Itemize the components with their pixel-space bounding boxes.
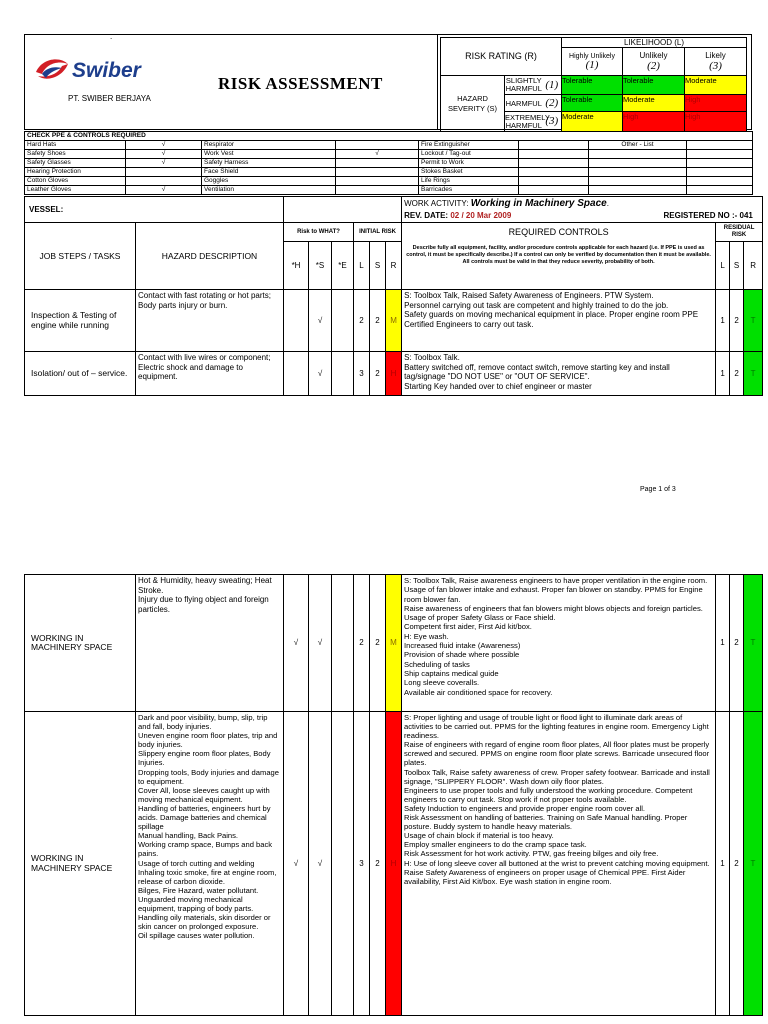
residual-r: T [744,352,763,396]
ppe-check [519,159,589,168]
job-step: WORKING IN MACHINERY SPACE [25,575,136,712]
ppe-row [25,141,753,150]
risk-h [284,352,309,396]
hazard-desc: Contact with live wires or component; Electric shock and damage to equipment. [136,352,284,396]
ppe-check [687,150,753,159]
ppe-item: Face Shield [202,168,336,177]
vessel-label [25,197,284,223]
registered-no: REGISTERED NO :- 041 [663,210,753,220]
ppe-item: Safety Glasses [25,159,126,168]
severity-row-num: (3) [543,112,562,132]
risk-s: √ [309,712,332,1016]
hazard-desc: Hot & Humidity, heavy sweating; Heat Stroke. Injury due to flying object and foreign particles. [136,575,284,712]
col-s: *S [309,242,332,290]
col-initial-risk: INITIAL RISK [354,223,402,242]
likelihood-num: (3) [709,60,722,72]
page-number: Page 1 of 3 [640,486,676,493]
residual-r: T [744,575,763,712]
ppe-item: Safety Shoes [25,150,126,159]
residual-l: 1 [716,575,730,712]
severity-row-label: HARMFUL [505,95,543,112]
col-job: JOB STEPS / TASKS [25,223,136,290]
matrix-cell: Moderate [685,76,747,95]
risk-s: √ [309,352,332,396]
required-controls: S: Toolbox Talk. Battery switched off, remove contact switch, remove starting key and install tag/signage "DO NOT USE" or "OUT OF SERVICE". Starting Key handed over to chief engineer or master [402,352,716,396]
severity-row-num: (1) [543,76,562,95]
residual-l: 1 [716,352,730,396]
initial-s: 2 [370,712,386,1016]
col-l: L [354,242,370,290]
initial-s: 2 [370,575,386,712]
residual-l: 1 [716,290,730,352]
ppe-check [336,141,419,150]
ppe-check [687,168,753,177]
risk-e [332,575,354,712]
risk-rating-title: RISK RATING (R) [441,38,562,76]
ppe-check [126,168,202,177]
col-e: *E [332,242,354,290]
ppe-item: Ventilation [202,186,336,195]
job-step: WORKING IN MACHINERY SPACE [25,712,136,1016]
job-step: Isolation/ out of – service. [25,352,136,396]
risk-h: √ [284,575,309,712]
ppe-item [589,177,687,186]
likelihood-num: (1) [585,58,599,71]
col-r: R [386,242,402,290]
required-controls: S: Proper lighting and usage of trouble light or flood light to illuminate dark areas of activities to be carried out. PPMS for the lighting features in engine room. Emergency Light readiness. Raise of engineers with regard of engine room floor plates, All floor plates must be properly screwed and secured. PPMS on engine room floor plate screws. Barricade unsecured floor plates. Toolbox Talk, Raise safety awareness of crew. Proper safety footwear. Barricade and install signage, "SLIPPERY FLOOR". Wash down oily floor plates. Engineers to use proper tools and fully understood the working procedure. Competent engineers to carry out task. Stop work if not proper tools available. Safety Induction to engineers and provide proper engine room cover all. Risk Assessment on handling of batteries. Training on Safe Manual handling. Proper posture. Buddy system to handle heavy materials. Usage of chain block if material is too heavy. Employ smaller engineers to do the cramp space task. Risk Assessment for hot work activity. PTW, gas freeing bilges and oily free. H: Use of long sleeve cover all buttoned at the wrist to prevent catching moving equipment. Raise Safety Awareness of engineers on proper usage of Chemical PPE. First Aider availability, First Aid Kit/box. Eye wash station in engine room. [402,712,716,1016]
ppe-item: Fire Extinguisher [419,141,519,150]
table-row [25,575,763,712]
initial-r: M [386,290,402,352]
ppe-check [336,168,419,177]
ppe-check [519,168,589,177]
ppe-check: √ [126,186,202,195]
risk-h: √ [284,712,309,1016]
ppe-row [25,159,753,168]
matrix-cell: High [685,95,747,112]
likelihood-col-3 [685,48,747,76]
likelihood-label: Likely [705,51,726,60]
matrix-cell: High [623,112,685,132]
col-residual-r: R [744,242,763,290]
hazard-desc: Contact with fast rotating or hot parts; Body parts injury or burn. [136,290,284,352]
residual-s: 2 [730,352,744,396]
company-name: PT. SWIBER BERJAYA [68,94,151,103]
initial-r: H [386,712,402,1016]
matrix-cell: Moderate [623,95,685,112]
controls-title: REQUIRED CONTROLS [508,227,609,237]
ppe-check: √ [336,150,419,159]
initial-l: 3 [354,712,370,1016]
ppe-item: Lockout / Tag-out [419,150,519,159]
ppe-check [519,150,589,159]
hazard-desc: Dark and poor visibility, bump, slip, trip and fall, body injuries. Uneven engine room floor plates, trip and body injuries. Slippery engine room floor plates, Body Injuries. Dropping tools, Body injuries and damage to equipment. Cover All, loose sleeves caught up with moving mechanical equipment. Handling of batteries, engineers hurt by acids. Damage batteries and chemical spillage Manual handling, Back Pains. Working cramp space, Bumps and back pains. Usage of torch cutting and welding Inhaling toxic smoke, fire at engine room, release of carbon dioxide. Bilges, Fire Hazard, water pollutant. Unguarded moving mechanical equipment, trapping of body parts. Handling oily materials, skin disorder or skin cancer on prolonged exposure. Oil spillage causes water pollution. [136,712,284,1016]
ppe-check [336,159,419,168]
matrix-cell: Tolerable [562,95,623,112]
residual-s: 2 [730,712,744,1016]
ppe-check [519,186,589,195]
matrix-cell: Tolerable [562,76,623,95]
header-divider [437,34,438,130]
page-title: RISK ASSESSMENT [218,74,383,93]
ppe-item: Leather Gloves [25,186,126,195]
ppe-check [336,186,419,195]
job-step: Inspection & Testing of engine while running [25,290,136,352]
ppe-title: CHECK PPE & CONTROLS REQUIRED [25,132,753,141]
likelihood-num: (2) [647,60,660,72]
table-row [25,290,763,352]
col-controls [402,223,716,290]
ppe-item: Goggles [202,177,336,186]
ppe-item: Hearing Protection [25,168,126,177]
initial-r: H [386,352,402,396]
risk-matrix [440,37,746,130]
ppe-row [25,177,753,186]
table-row [25,352,763,396]
work-activity-label: WORK ACTIVITY: [404,198,469,208]
likelihood-label: Highly Unlikely [569,52,615,60]
initial-l: 2 [354,290,370,352]
initial-r: M [386,575,402,712]
ppe-item: Respirator [202,141,336,150]
work-activity-value: Working in Machinery Space [470,197,607,209]
col-risk-to: Risk to WHAT? [284,223,354,242]
risk-h [284,290,309,352]
assessment-table-page2 [24,574,756,1016]
ppe-item: Cotton Gloves [25,177,126,186]
ppe-item: Work Vest [202,150,336,159]
ppe-item: Stokes Basket [419,168,519,177]
ppe-check [126,177,202,186]
residual-r: T [744,712,763,1016]
col-s: S [370,242,386,290]
controls-note: Describe fully all equipment, facility, and/or procedure controls applicable for each hazard (i.e. If PPE is used as control, it must be specifically describe.) If a control can only be verified by documentation then it must be available. All controls must be valid in that they reduce severity, probability of both. [406,245,711,265]
swiber-swirl-icon [32,52,182,86]
col-residual-s: S [730,242,744,290]
likelihood-col-1 [562,48,623,76]
ppe-check: √ [126,150,202,159]
likelihood-title: LIKELIHOOD (L) [562,38,747,48]
ppe-check [519,141,589,150]
risk-e [332,290,354,352]
ppe-item [589,150,687,159]
col-hazard: HAZARD DESCRIPTION [136,223,284,290]
ppe-check [687,177,753,186]
ppe-check [687,186,753,195]
ppe-row [25,186,753,195]
ppe-item: Barricades [419,186,519,195]
risk-e [332,352,354,396]
matrix-cell: Tolerable [623,76,685,95]
residual-s: 2 [730,575,744,712]
ppe-check [336,177,419,186]
risk-s: √ [309,290,332,352]
severity-row-label: SLIGHTLY HARMFUL [505,76,542,93]
severity-title: HAZARD SEVERITY (S) [441,76,505,132]
risk-s: √ [309,575,332,712]
col-residual-l: L [716,242,730,290]
col-h: *H [284,242,309,290]
ppe-check [519,177,589,186]
rev-date-value: 02 / 20 Mar 2009 [450,210,512,220]
risk-e [332,712,354,1016]
initial-l: 2 [354,575,370,712]
assessment-table-page1 [24,196,756,396]
table-row [25,712,763,1016]
ppe-item [589,168,687,177]
residual-s: 2 [730,290,744,352]
required-controls: S: Toolbox Talk, Raise awareness engineers to have proper ventilation in the engine room. Usage of fan blower intake and exhaust. Proper fan blower on standby. PPMS for Engine room blower fan. Raise awareness of engineers that fan blowers might blows objects and foreign particles. Usage of proper Safety Glass or Face shield. Competent first aider, First Aid kit/box. H: Eye wash. Increased fluid intake (Awareness) Provision of shade where possible Scheduling of tasks Ship captains medical guide Long sleeve coveralls. Available air conditioned space for recovery. [402,575,716,712]
col-residual-risk: RESIDUAL RISK [716,223,763,242]
initial-s: 2 [370,352,386,396]
rev-date-label: REV. DATE: [404,210,449,220]
ppe-table [24,131,752,195]
work-activity-block: WORK ACTIVITY: Working in Machinery Space. REV. DATE: 02 / 20 Mar 2009 REGISTERED NO :- 041 [402,197,763,223]
residual-l: 1 [716,712,730,1016]
ppe-check [687,159,753,168]
ppe-check: √ [126,159,202,168]
ppe-item [589,159,687,168]
required-controls: S: Toolbox Talk, Raised Safety Awareness of Engineers. PTW System. Personnel carrying out task are competent and highly trained to do the job. Safety guards on moving mechanical equipment in place. Proper engine room PPE Certified Engineers to carry out task. [402,290,716,352]
vessel-label-text: VESSEL: [29,205,64,214]
initial-l: 3 [354,352,370,396]
ppe-check [687,141,753,150]
ppe-item: Life Rings [419,177,519,186]
likelihood-label: Unlikely [639,51,668,60]
ppe-item: Permit to Work [419,159,519,168]
initial-s: 2 [370,290,386,352]
ppe-row [25,168,753,177]
ppe-check: √ [126,141,202,150]
ppe-item: Hard Hats [25,141,126,150]
vessel-value [284,197,402,223]
ppe-item [589,186,687,195]
ppe-row [25,150,753,159]
ppe-item: Other - List [589,141,687,150]
severity-row-label: EXTREMELY HARMFUL [505,112,550,130]
corner-mark: . [110,32,113,41]
residual-r: T [744,290,763,352]
likelihood-col-2 [623,48,685,76]
severity-row-num: (2) [543,95,562,112]
matrix-cell: Moderate [562,112,623,132]
company-logo [32,52,182,86]
ppe-item: Safety Harness [202,159,336,168]
logo-text: Swiber [72,59,141,82]
matrix-cell: High [685,112,747,132]
